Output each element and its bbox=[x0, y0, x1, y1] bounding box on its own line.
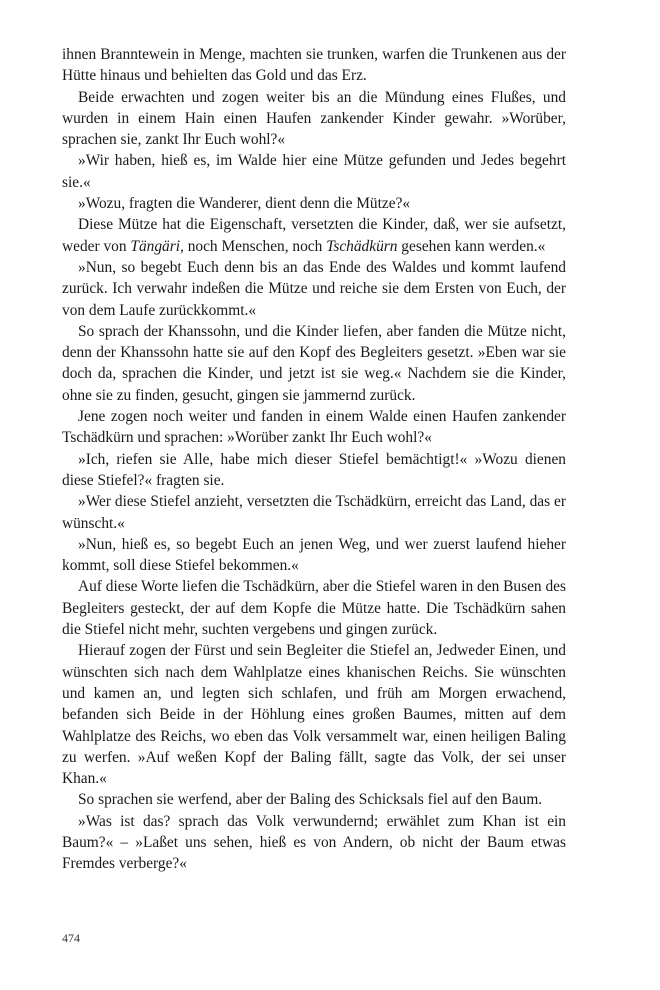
paragraph: So sprach der Khanssohn, und die Kinder liefen, aber fanden die Mütze nicht, denn der Khanssohn hatte sie auf den Kopf des Begleiters gesetzt. »Eben war sie doch da, sprachen die Kinder, und jetzt ist sie weg.« Nachdem sie die Kinder, ohne sie zu finden, gesucht, gingen sie jammernd zurück. bbox=[62, 322, 566, 404]
text-run: Diese Mütze hat die Eigenschaft, versetzten die Kinder, daß, wer sie aufsetzt, weder von bbox=[62, 216, 566, 255]
paragraph: »Wozu, fragten die Wanderer, dient denn die Mütze?« bbox=[78, 195, 411, 213]
paragraph bbox=[62, 214, 566, 257]
page-body bbox=[62, 44, 566, 875]
paragraph: »Nun, hieß es, so begebt Euch an jenen Weg, und wer zuerst laufend hieher kommt, soll diese Stiefel bekommen.« bbox=[62, 535, 566, 575]
paragraph: »Was ist das? sprach das Volk verwundernd; erwählet zum Khan ist ein Baum?« – »Laßet uns sehen, hieß es von Andern, ob nicht der Baum etwas Fremdes verberge?« bbox=[62, 812, 566, 873]
paragraph: Auf diese Worte liefen die Tschädkürn, aber die Stiefel waren in den Busen des Begleiters gesteckt, der auf dem Kopfe die Mütze hatte. Die Tschädkürn sahen die Stiefel nicht mehr, suchten vergebens und gingen zurück. bbox=[62, 578, 566, 639]
italic-term: Tängäri, bbox=[130, 237, 184, 255]
paragraph: »Ich, riefen sie Alle, habe mich dieser Stiefel bemächtigt!« »Wozu dienen diese Stiefel?« fragten sie. bbox=[62, 450, 566, 489]
paragraph: ihnen Branntewein in Menge, machten sie trunken, warfen die Trunkenen aus der Hütte hinaus und behielten das Gold und das Erz. bbox=[62, 46, 566, 85]
paragraph: Jene zogen noch weiter und fanden in einem Walde einen Haufen zankender Tschädkürn und sprachen: »Worüber zankt Ihr Euch wohl?« bbox=[62, 408, 566, 447]
paragraph: »Nun, so begebt Euch denn bis an das Ende des Waldes und kommt laufend zurück. Ich verwahr indeßen die Mütze und reiche sie dem Ersten von Euch, der von dem Laufe zurückkommt.« bbox=[62, 258, 566, 319]
paragraph: »Wer diese Stiefel anzieht, versetzten die Tschädkürn, erreicht das Land, das er wünscht.« bbox=[62, 493, 566, 532]
page-number: 474 bbox=[62, 931, 80, 945]
paragraph: Beide erwachten und zogen weiter bis an die Mündung eines Flußes, und wurden in einem Hain einen Haufen zankender Kinder gewahr. »Worüber, sprachen sie, zankt Ihr Euch wohl?« bbox=[62, 88, 566, 149]
paragraph: Hierauf zogen der Fürst und sein Begleiter die Stiefel an, Jedweder Einen, und wünschten sich nach dem Wahlplatze eines khanischen Reichs. Sie wünschten und kamen an, und legten sich schlafen, und früh am Morgen erwachend, befanden sich Beide in der Höhlung eines großen Baumes, mitten auf dem Wahlplatze des Reichs, wo eben das Volk versammelt war, einen heiligen Baling zu werfen. »Auf weßen Kopf der Baling fällt, sagte das Volk, der sei unser Khan.« bbox=[62, 642, 566, 788]
text-run: noch Menschen, noch bbox=[183, 237, 327, 255]
paragraph: So sprachen sie werfend, aber der Baling des Schicksals fiel auf den Baum. bbox=[78, 791, 543, 809]
text-run: gesehen kann werden.« bbox=[397, 237, 546, 255]
paragraph: »Wir haben, hieß es, im Walde hier eine Mütze gefunden und Jedes begehrt sie.« bbox=[62, 152, 566, 191]
italic-term: Tschädkürn bbox=[326, 237, 398, 255]
